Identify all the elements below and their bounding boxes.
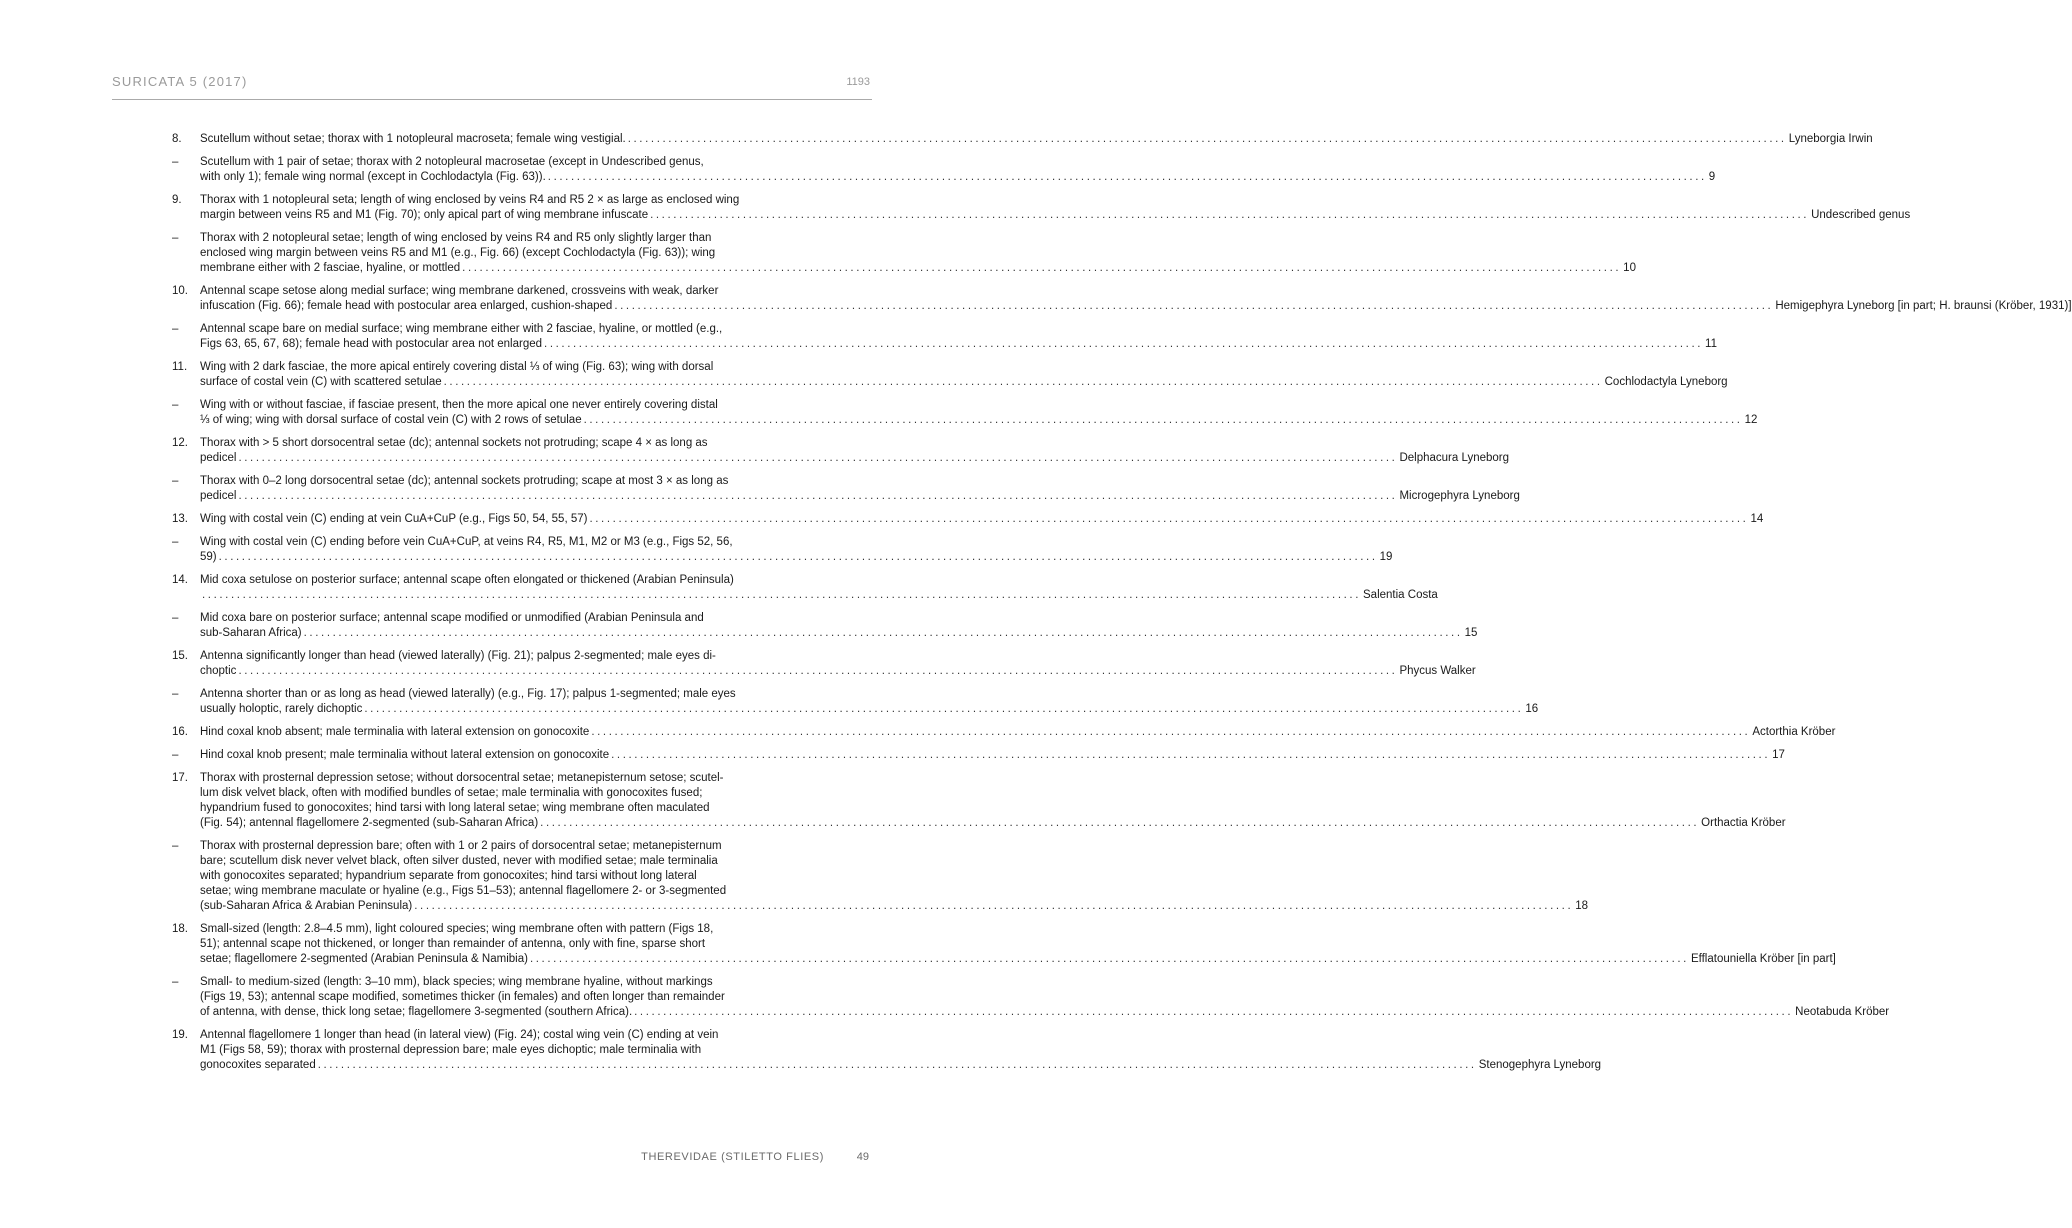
- journal-header: SURICATA 5 (2017): [112, 74, 248, 89]
- couplet-text-line: (Fig. 54); antennal flagellomere 2-segmented (sub-Saharan Africa): [200, 817, 539, 829]
- couplet-text-line: Antennal flagellomere 1 longer than head (in lateral view) (Fig. 24); costal wing vein (C) ending at vein: [200, 1029, 719, 1041]
- couplet-number: 12.: [172, 437, 188, 449]
- couplet-number: 8.: [172, 133, 182, 145]
- leader-dots: [364, 702, 1523, 717]
- couplet-destination: 11: [1705, 338, 1717, 350]
- couplet-text-line: Antennal scape setose along medial surface; wing membrane darkened, crossveins with weak, darker: [200, 285, 719, 297]
- header-page-number: 1193: [846, 76, 870, 88]
- couplet-text-line: usually holoptic, rarely dichoptic: [200, 703, 363, 715]
- couplet-destination: Microgephyra Lyneborg: [1399, 490, 1520, 502]
- leader-dots: [238, 489, 1397, 504]
- couplet-text-line: M1 (Figs 58, 59); thorax with prosternal depression bare; male eyes dichoptic; male terminalia with: [200, 1044, 702, 1056]
- leader-dots: [202, 588, 1361, 603]
- couplet-text-line: lum disk velvet black, often with modified bundles of setae; male terminalia with gonocoxites fused;: [200, 787, 703, 799]
- couplet-text-line: Scutellum with 1 pair of setae; thorax with 2 notopleural macrosetae (except in Undescribed genus,: [200, 156, 704, 168]
- key-couplet: [172, 975, 1890, 1020]
- key-couplet: [172, 725, 1836, 740]
- couplet-text-line: Wing with 2 dark fasciae, the more apical entirely covering distal ⅓ of wing (Fig. 63); wing with dorsal: [200, 361, 714, 373]
- couplet-text-line: Mid coxa setulose on posterior surface; antennal scape often elongated or thickened (Arabian Peninsula): [200, 574, 734, 586]
- leader-dots: [462, 261, 1621, 276]
- couplet-destination: Orthactia Kröber: [1701, 817, 1786, 829]
- leader-dots: [584, 413, 1743, 428]
- couplet-text-line: Thorax with 2 notopleural setae; length of wing enclosed by veins R4 and R5 only slightly larger than: [200, 232, 712, 244]
- couplet-number: –: [172, 399, 179, 411]
- couplet-number: 17.: [172, 772, 188, 784]
- couplet-text-line: Thorax with prosternal depression setose; without dorsocentral setae; metanepisternum setose; scutel-: [200, 772, 724, 784]
- couplet-number: 9.: [172, 194, 182, 206]
- leader-dots: [414, 899, 1573, 914]
- couplet-number: –: [172, 840, 179, 852]
- leader-dots: [634, 1005, 1793, 1020]
- couplet-text-line: (sub-Saharan Africa & Arabian Peninsula): [200, 900, 413, 912]
- leader-dots: [591, 725, 1750, 740]
- couplet-number: 11.: [172, 361, 188, 373]
- couplet-text-line: Hind coxal knob present; male terminalia without lateral extension on gonocoxite: [200, 749, 610, 761]
- leader-dots: [548, 170, 1707, 185]
- couplet-text-line: Wing with or without fasciae, if fasciae present, then the more apical one never entirely covering distal: [200, 399, 718, 411]
- couplet-text-line: hypandrium fused to gonocoxites; hind tarsi with long lateral setae; wing membrane often maculated: [200, 802, 710, 814]
- couplet-destination: 18: [1575, 900, 1589, 912]
- couplet-text-line: margin between veins R5 and M1 (Fig. 70); only apical part of wing membrane infuscate: [200, 209, 649, 221]
- key-couplet: [172, 771, 1786, 831]
- couplet-text-line: Antenna significantly longer than head (viewed laterally) (Fig. 21); palpus 2-segmented; male eyes di-: [200, 650, 716, 662]
- couplet-text-line: sub-Saharan Africa): [200, 627, 302, 639]
- couplet-text-line: surface of costal vein (C) with scattered setulae: [200, 376, 442, 388]
- footer-page-number: 49: [856, 1151, 869, 1163]
- couplet-destination: Delphacura Lyneborg: [1399, 452, 1510, 464]
- leader-dots: [614, 299, 1773, 314]
- couplet-number: 13.: [172, 513, 188, 525]
- couplet-number: –: [172, 976, 179, 988]
- couplet-destination: 14: [1750, 513, 1764, 525]
- couplet-number: 10.: [172, 285, 188, 297]
- couplet-number: –: [172, 612, 179, 624]
- couplet-destination: Phycus Walker: [1399, 665, 1476, 677]
- key-couplet: [172, 512, 1764, 527]
- couplet-destination: Hemigephyra Lyneborg [in part; H. braunsi (Kröber, 1931)]: [1775, 300, 2072, 312]
- key-couplet: [172, 611, 1478, 641]
- couplet-text-line: with only 1); female wing normal (except in Cochlodactyla (Fig. 63)).: [200, 171, 546, 183]
- key-couplet: [172, 535, 1393, 565]
- header-rule: [112, 99, 872, 100]
- key-couplet: [172, 573, 1438, 603]
- couplet-text-line: Thorax with prosternal depression bare; often with 1 or 2 pairs of dorsocentral setae; metanepisternum: [200, 840, 722, 852]
- leader-dots: [628, 132, 1787, 147]
- couplet-destination: Stenogephyra Lyneborg: [1478, 1059, 1602, 1071]
- key-couplet: [172, 360, 1728, 390]
- identification-key: [172, 132, 2072, 1081]
- couplet-destination: 19: [1379, 551, 1393, 563]
- couplet-text-line: Thorax with 1 notopleural seta; length of wing enclosed by veins R4 and R5 2 × as large as enclosed wing: [200, 194, 740, 206]
- key-couplet: [172, 231, 1636, 276]
- couplet-text-line: Thorax with 0–2 long dorsocentral setae (dc); antennal sockets protruding; scape at most 3 × as long as: [200, 475, 729, 487]
- key-couplet: [172, 398, 1758, 428]
- couplet-number: 14.: [172, 574, 188, 586]
- leader-dots: [530, 952, 1689, 967]
- couplet-text-line: enclosed wing margin between veins R5 and M1 (e.g., Fig. 66) (except Cochlodactyla (Fig. 63)); wing: [200, 247, 716, 259]
- couplet-number: –: [172, 536, 179, 548]
- couplet-text-line: pedicel: [200, 490, 237, 502]
- couplet-text-line: Antennal scape bare on medial surface; wing membrane either with 2 fasciae, hyaline, or mottled (e.g.,: [200, 323, 723, 335]
- couplet-number: –: [172, 323, 179, 335]
- key-couplet: [172, 649, 1476, 679]
- couplet-text-line: bare; scutellum disk never velvet black, often silver dusted, never with modified setae; male terminalia: [200, 855, 718, 867]
- leader-dots: [544, 337, 1703, 352]
- leader-dots: [589, 512, 1748, 527]
- couplet-destination: Cochlodactyla Lyneborg: [1604, 376, 1728, 388]
- couplet-text-line: Scutellum without setae; thorax with 1 notopleural macroseta; female wing vestigial.: [200, 133, 626, 145]
- couplet-number: –: [172, 156, 179, 168]
- couplet-text-line: Antenna shorter than or as long as head (viewed laterally) (e.g., Fig. 17); palpus 1-segmented; male eyes: [200, 688, 736, 700]
- couplet-destination: 12: [1744, 414, 1758, 426]
- couplet-number: –: [172, 688, 179, 700]
- leader-dots: [611, 748, 1770, 763]
- leader-dots: [219, 550, 1378, 565]
- key-couplet: [172, 1028, 1602, 1073]
- couplet-text-line: Mid coxa bare on posterior surface; antennal scape modified or unmodified (Arabian Peninsula and: [200, 612, 704, 624]
- key-couplet: [172, 132, 1873, 147]
- key-couplet: [172, 922, 1836, 967]
- couplet-destination: 17: [1772, 749, 1785, 761]
- couplet-number: 18.: [172, 923, 188, 935]
- couplet-text-line: membrane either with 2 fasciae, hyaline, or mottled: [200, 262, 461, 274]
- couplet-destination: Neotabuda Kröber: [1795, 1006, 1890, 1018]
- couplet-number: 19.: [172, 1029, 188, 1041]
- couplet-text-line: ⅓ of wing; wing with dorsal surface of costal vein (C) with 2 rows of setulae: [200, 414, 582, 426]
- key-couplet: [172, 193, 1911, 223]
- couplet-destination: Undescribed genus: [1811, 209, 1911, 221]
- leader-dots: [540, 816, 1699, 831]
- key-couplet: [172, 436, 1510, 466]
- couplet-destination: Salentia Costa: [1363, 589, 1438, 601]
- couplet-text-line: 59): [200, 551, 217, 563]
- key-couplet: [172, 155, 1716, 185]
- key-couplet: [172, 322, 1717, 352]
- couplet-text-line: Wing with costal vein (C) ending before vein CuA+CuP, at veins R4, R5, M1, M2 or M3 (e.g., Figs 52, 56,: [200, 536, 733, 548]
- leader-dots: [650, 208, 1809, 223]
- couplet-number: –: [172, 475, 179, 487]
- key-couplet: [172, 839, 1589, 914]
- couplet-text-line: setae; wing membrane maculate or hyaline (e.g., Figs 51–53); antennal flagellomere 2- or 3-segmented: [200, 885, 727, 897]
- couplet-destination: 16: [1525, 703, 1539, 715]
- couplet-text-line: 51); antennal scape not thickened, or longer than remainder of antenna, only with fine, sparse short: [200, 938, 706, 950]
- couplet-text-line: of antenna, with dense, thick long setae; flagellomere 3-segmented (southern Africa).: [200, 1006, 633, 1018]
- couplet-destination: 9: [1708, 171, 1716, 183]
- couplet-destination: 10: [1623, 262, 1636, 274]
- couplet-text-line: pedicel: [200, 452, 237, 464]
- couplet-text-line: Small-sized (length: 2.8–4.5 mm), light coloured species; wing membrane often with pattern (Figs 18,: [200, 923, 714, 935]
- leader-dots: [238, 664, 1397, 679]
- key-couplet: [172, 687, 1539, 717]
- key-couplet: [172, 284, 2072, 314]
- couplet-number: 16.: [172, 726, 188, 738]
- couplet-text-line: choptic: [200, 665, 237, 677]
- couplet-number: –: [172, 232, 179, 244]
- leader-dots: [444, 375, 1603, 390]
- couplet-number: –: [172, 749, 179, 761]
- couplet-destination: Lyneborgia Irwin: [1788, 133, 1873, 145]
- footer-section-title: THEREVIDAE (STILETTO FLIES): [641, 1151, 824, 1163]
- leader-dots: [318, 1058, 1477, 1073]
- couplet-text-line: Thorax with > 5 short dorsocentral setae (dc); antennal sockets not protruding; scape 4 × as long as: [200, 437, 708, 449]
- couplet-destination: 15: [1464, 627, 1478, 639]
- leader-dots: [304, 626, 1463, 641]
- couplet-text-line: setae; flagellomere 2-segmented (Arabian Peninsula & Namibia): [200, 953, 528, 965]
- couplet-text-line: Figs 63, 65, 67, 68); female head with postocular area not enlarged: [200, 338, 543, 350]
- couplet-text-line: Hind coxal knob absent; male terminalia with lateral extension on gonocoxite: [200, 726, 590, 738]
- couplet-destination: Actorthia Kröber: [1752, 726, 1836, 738]
- couplet-text-line: (Figs 19, 53); antennal scape modified, sometimes thicker (in females) and often longer than remainder: [200, 991, 725, 1003]
- key-couplet: [172, 748, 1785, 763]
- couplet-destination: Efflatouniella Kröber [in part]: [1690, 953, 1836, 965]
- leader-dots: [238, 451, 1397, 466]
- couplet-text-line: Wing with costal vein (C) ending at vein CuA+CuP (e.g., Figs 50, 54, 55, 57): [200, 513, 588, 525]
- couplet-text-line: gonocoxites separated: [200, 1059, 316, 1071]
- couplet-text-line: Small- to medium-sized (length: 3–10 mm), black species; wing membrane hyaline, without markings: [200, 976, 713, 988]
- couplet-text-line: infuscation (Fig. 66); female head with postocular area enlarged, cushion-shaped: [200, 300, 613, 312]
- couplet-number: 15.: [172, 650, 188, 662]
- key-couplet: [172, 474, 1520, 504]
- couplet-text-line: with gonocoxites separated; hypandrium separate from gonocoxites; hind tarsi without long lateral: [200, 870, 697, 882]
